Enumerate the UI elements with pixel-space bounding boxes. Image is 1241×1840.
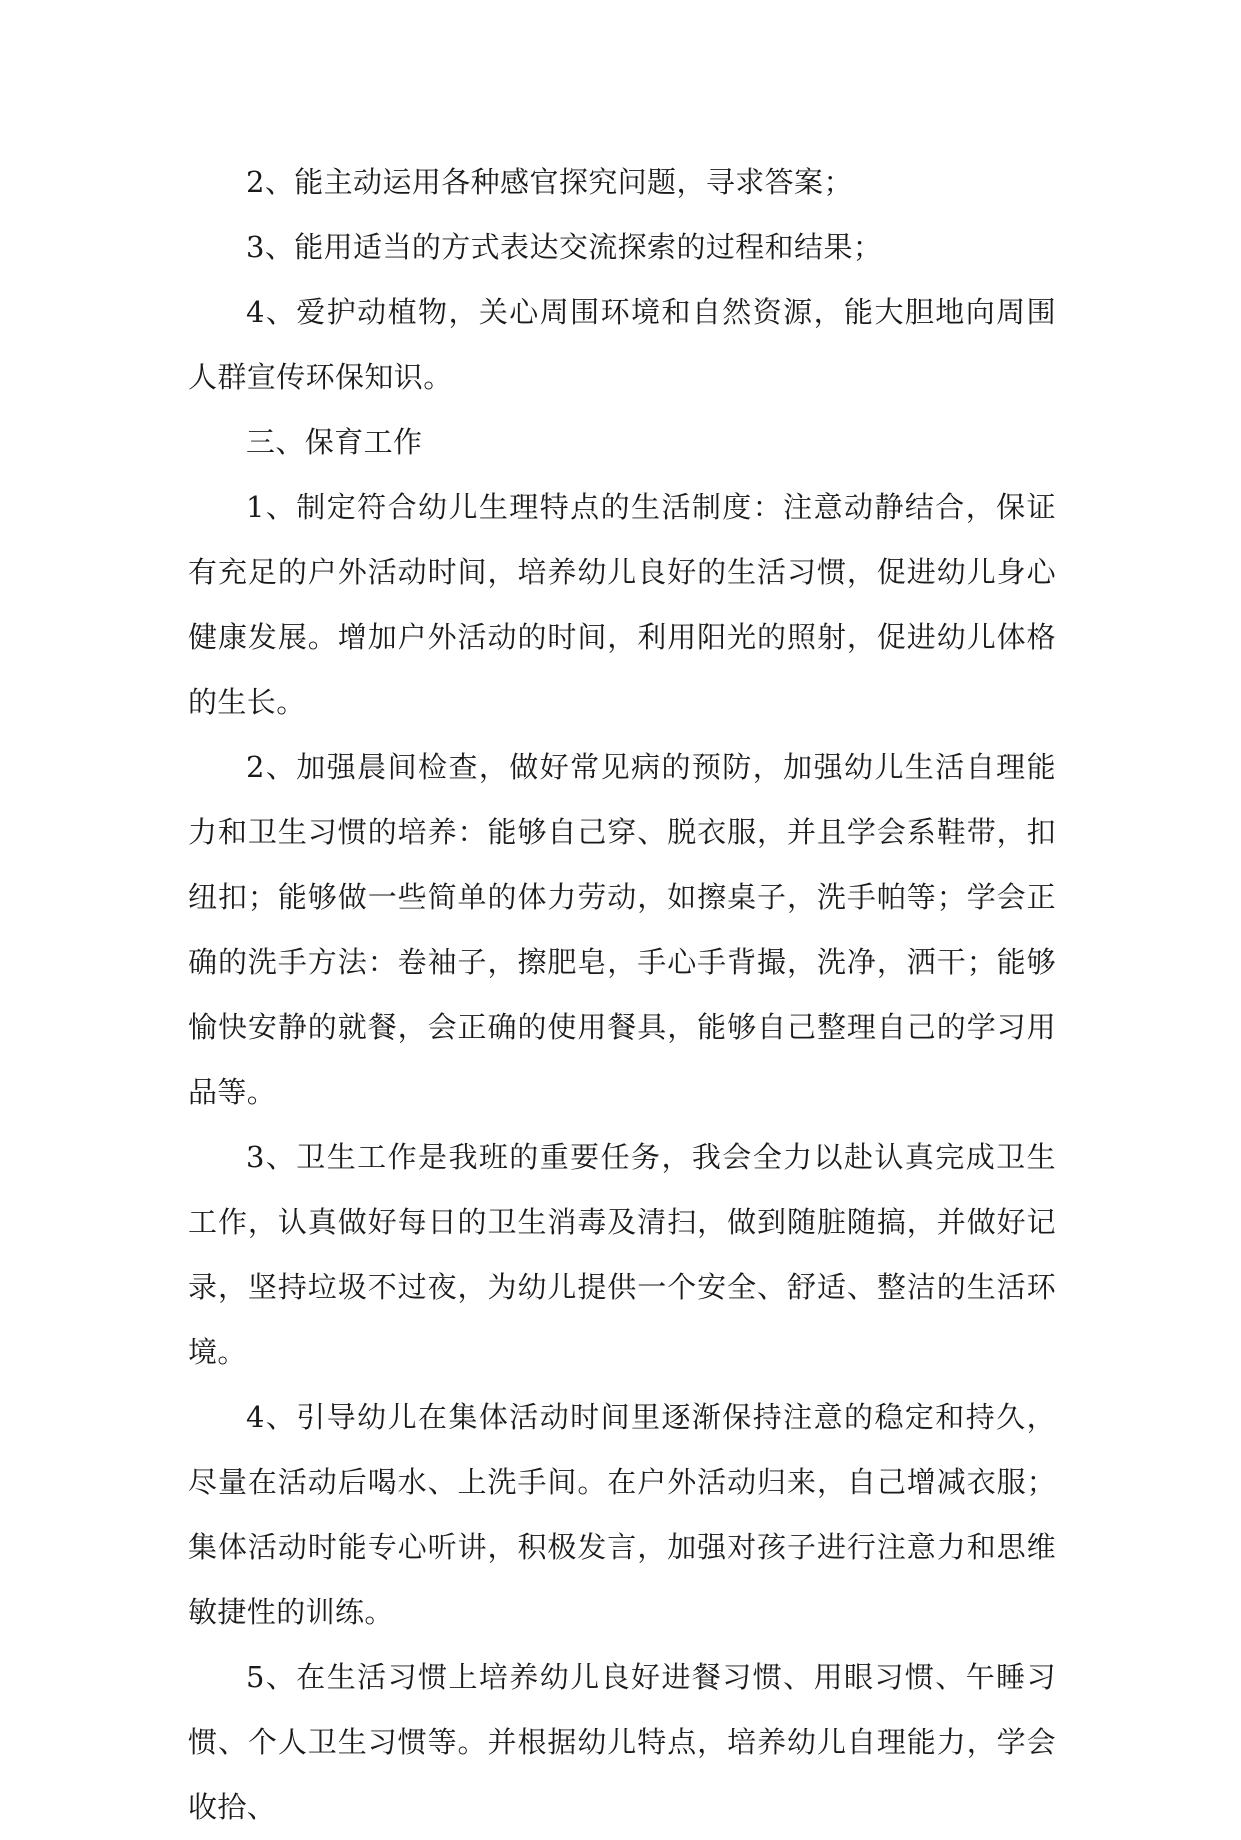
paragraph-childcare-2-hygiene: 2、加强晨间检查，做好常见病的预防，加强幼儿生活自理能力和卫生习惯的培养：能够自己穿、脱衣服，并且学会系鞋带，扣纽扣；能够做一些简单的体力劳动，如擦桌子，洗手帕等；学会正确的洗手方法：卷袖子，擦肥皂，手心手背撮，洗净，洒干；能够愉快安静的就餐，会正确的使用餐具，能够自己整理自己的学习用品等。 <box>188 750 1056 1109</box>
paragraph-childcare-4-attention: 4、引导幼儿在集体活动时间里逐渐保持注意的稳定和持久，尽量在活动后喝水、上洗手间。在户外活动归来，自己增减衣服；集体活动时能专心听讲，积极发言，加强对孩子进行注意力和思维敏捷性的训练。 <box>188 1400 1056 1629</box>
paragraph-childcare-3-sanitation: 3、卫生工作是我班的重要任务，我会全力以赴认真完成卫生工作，认真做好每日的卫生消毒及清扫，做到随脏随搞，并做好记录，坚持垃圾不过夜，为幼儿提供一个安全、舒适、整洁的生活环境。 <box>188 1140 1056 1369</box>
paragraph-childcare-5-habits: 5、在生活习惯上培养幼儿良好进餐习惯、用眼习惯、午睡习惯、个人卫生习惯等。并根据幼儿特点，培养幼儿自理能力，学会收拾、 <box>188 1660 1056 1824</box>
paragraph-item-4-environment: 4、爱护动植物，关心周围环境和自然资源，能大胆地向周围人群宣传环保知识。 <box>188 295 1056 394</box>
document-body <box>188 150 1056 1840</box>
section-heading-childcare: 三、保育工作 <box>246 425 423 459</box>
paragraph-item-3-expression: 3、能用适当的方式表达交流探索的过程和结果； <box>246 230 883 264</box>
paragraph-item-2-senses: 2、能主动运用各种感官探究问题，寻求答案； <box>246 165 853 199</box>
paragraph-childcare-1-schedule: 1、制定符合幼儿生理特点的生活制度：注意动静结合，保证有充足的户外活动时间，培养幼儿良好的生活习惯，促进幼儿身心健康发展。增加户外活动的时间，利用阳光的照射，促进幼儿体格的生长。 <box>188 490 1056 719</box>
